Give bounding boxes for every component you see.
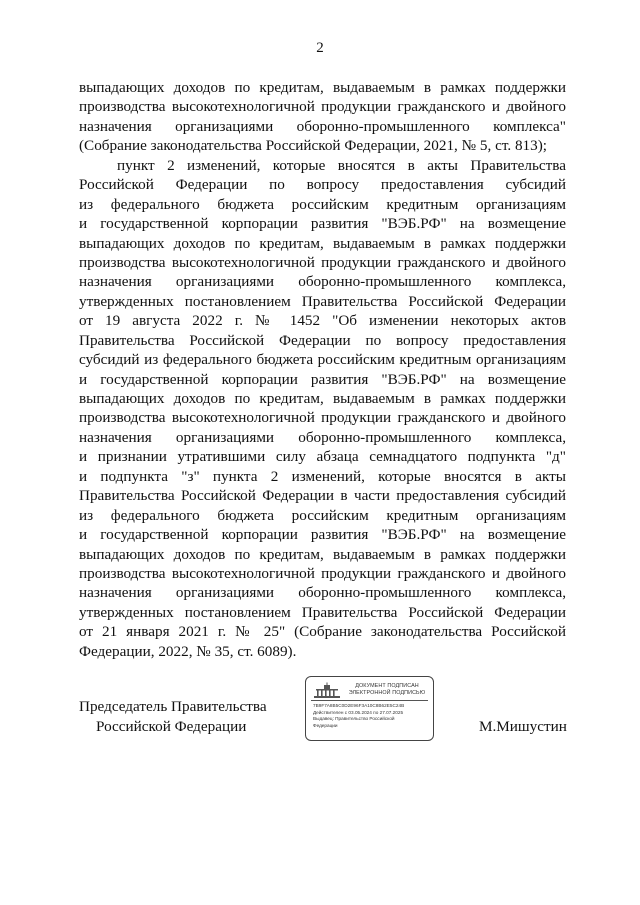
body-line: производства высокотехнологичной продукции гражданского и двойного bbox=[79, 564, 566, 582]
body-line: и государственной корпорации развития "ВЭБ.РФ" на возмещение bbox=[79, 526, 566, 544]
body-line: утвержденных постановлением Правительства Российской Федерации bbox=[79, 292, 566, 310]
body-line: выпадающих доходов по кредитам, выдаваемым в рамках поддержки bbox=[79, 390, 566, 407]
body-line: и признании утратившими силу абзаца семнадцатого подпункта "д" bbox=[79, 448, 566, 466]
body-line: субсидий из федерального бюджета российским кредитным организациям bbox=[79, 351, 566, 369]
body-line: и подпункта "з" пункта 2 изменений, которые вносятся в акты bbox=[79, 467, 566, 485]
body-line: выпадающих доходов по кредитам, выдаваемым в рамках поддержки bbox=[79, 234, 566, 252]
page-number: 2 bbox=[316, 40, 324, 56]
body-line: производства высокотехнологичной продукции гражданского и двойного bbox=[79, 98, 566, 116]
signatory-position-line-2: Российской Федерации bbox=[96, 717, 247, 735]
body-line: из федерального бюджета российским кредитным организациям bbox=[79, 506, 566, 524]
stamp-title: ДОКУМЕНТ ПОДПИСАН ЭЛЕКТРОННОЙ ПОДПИСЬЮ bbox=[348, 683, 426, 696]
stamp-issuer-cont: Федерации bbox=[313, 722, 338, 728]
body-line: производства высокотехнологичной продукции гражданского и двойного bbox=[79, 409, 566, 427]
body-line: Правительства Российской Федерации по вопросу предоставления bbox=[79, 331, 566, 349]
body-line: пункт 2 изменений, которые вносятся в акты Правительства bbox=[117, 156, 566, 174]
signatory-position bbox=[79, 697, 267, 736]
body-line: назначения организациями оборонно-промышленного комплекса, bbox=[79, 584, 566, 602]
body-line: (Собрание законодательства Российской Федерации, 2021, № 5, ст. 813); bbox=[79, 137, 547, 155]
body-line: из федерального бюджета российским кредитным организациям bbox=[79, 195, 566, 213]
body-line: Российской Федерации по вопросу предоставления субсидий bbox=[79, 176, 566, 194]
stamp-details bbox=[313, 703, 431, 729]
body-line: от 19 августа 2022 г. № 1452 "Об изменении некоторых актов bbox=[79, 312, 566, 330]
stamp-divider bbox=[311, 700, 428, 701]
stamp-issuer: Выдавец: Правительство Российской bbox=[313, 716, 395, 722]
stamp-certificate: 7B9F7A8B5C0D2E96F3A10C8B62E5C24B bbox=[313, 703, 405, 708]
body-line: Федерации, 2022, № 35, ст. 6089). bbox=[79, 642, 297, 660]
body-line: назначения организациями оборонно-промышленного комплекса" bbox=[79, 117, 566, 135]
body-line: выпадающих доходов по кредитам, выдаваемым в рамках поддержки bbox=[79, 545, 566, 563]
body-line: назначения организациями оборонно-промышленного комплекса, bbox=[79, 273, 566, 291]
body-line: и государственной корпорации развития "ВЭБ.РФ" на возмещение bbox=[79, 370, 566, 388]
body-line: от 21 января 2021 г. № 25" (Собрание законодательства Российской bbox=[79, 623, 566, 641]
body-line: производства высокотехнологичной продукции гражданского и двойного bbox=[79, 253, 566, 271]
electronic-signature-stamp bbox=[305, 676, 434, 741]
body-text bbox=[79, 78, 566, 661]
signatory-name: М.Мишустин bbox=[479, 718, 567, 735]
government-building-icon bbox=[312, 682, 342, 700]
body-line: и государственной корпорации развития "ВЭБ.РФ" на возмещение bbox=[79, 215, 566, 233]
body-line: утвержденных постановлением Правительства Российской Федерации bbox=[79, 603, 566, 621]
body-line: Правительства Российской Федерации в части предоставления субсидий bbox=[79, 487, 566, 505]
signatory-position-line-1: Председатель Правительства bbox=[79, 698, 267, 715]
body-line: назначения организациями оборонно-промышленного комплекса, bbox=[79, 428, 566, 446]
stamp-validity: Действителен с 03.05.2024 по 27.07.2025 bbox=[313, 709, 404, 715]
body-line: выпадающих доходов по кредитам, выдаваемым в рамках поддержки bbox=[79, 79, 566, 96]
